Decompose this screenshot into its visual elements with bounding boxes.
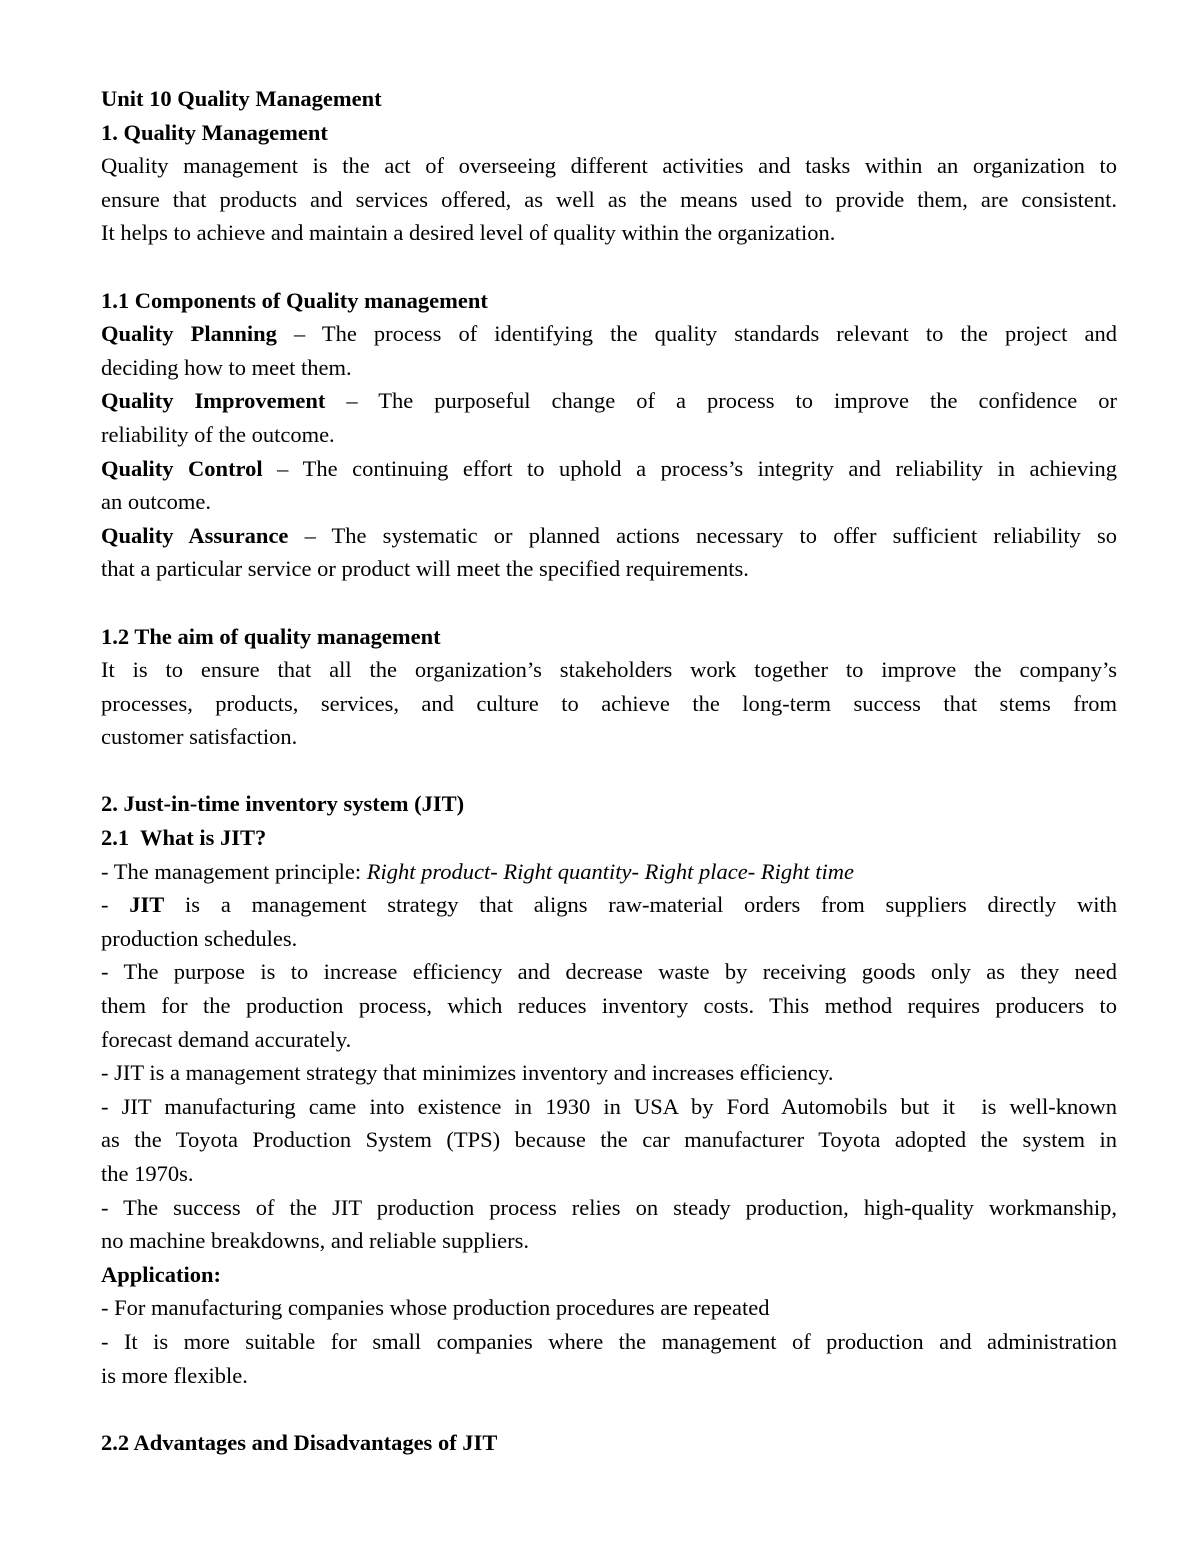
jit-purpose-line: them for the production process, which reduces inventory costs. This method requires producers to — [101, 993, 1117, 1019]
quality-improvement-line: Quality Improvement – The purposeful change of a process to improve the confidence or — [101, 388, 1118, 414]
quality-control-line-2: an outcome. — [101, 489, 211, 515]
section-1-text-line: Quality management is the act of overseeing different activities and tasks within an organization to — [101, 153, 1117, 179]
application-heading: Application: — [101, 1261, 222, 1287]
jit-term: JIT — [129, 892, 165, 918]
section-1-2-text-line: processes, products, services, and culture to achieve the long-term success that stems from — [101, 690, 1117, 716]
quality-improvement-line-2: reliability of the outcome. — [101, 421, 335, 447]
section-1-1-heading: 1.1 Components of Quality management — [101, 287, 488, 313]
jit-history-line: the 1970s. — [101, 1161, 194, 1186]
jit-success-line: - The success of the JIT production process relies on steady production, high-quality workmanship, — [101, 1194, 1117, 1220]
quality-planning-line-2: deciding how to meet them. — [101, 354, 352, 380]
application-item: is more flexible. — [101, 1362, 248, 1388]
quality-control-line: Quality Control – The continuing effort to uphold a process’s integrity and reliability in achieving — [101, 455, 1117, 481]
application-item: - For manufacturing companies whose production procedures are repeated — [101, 1295, 770, 1321]
quality-improvement-term: Quality Improvement — [101, 388, 326, 414]
jit-success-line: no machine breakdowns, and reliable suppliers. — [101, 1228, 529, 1254]
section-1-2-heading: 1.2 The aim of quality management — [101, 623, 441, 649]
jit-minimizes-line: - JIT is a management strategy that minimizes inventory and increases efficiency. — [101, 1060, 834, 1086]
section-2-heading: 2. Just-in-time inventory system (JIT) — [101, 791, 465, 817]
section-2-2-heading: 2.2 Advantages and Disadvantages of JIT — [101, 1429, 498, 1455]
unit-title: Unit 10 Quality Management — [101, 86, 382, 111]
section-1-text-line: It helps to achieve and maintain a desired level of quality within the organization. — [101, 220, 836, 246]
quality-assurance-line: Quality Assurance – The systematic or planned actions necessary to offer sufficient reliability so — [101, 522, 1117, 548]
jit-strategy-line: - JIT is a management strategy that aligns raw-material orders from suppliers directly with — [101, 892, 1117, 918]
section-2-1-heading: 2.1 What is JIT? — [101, 825, 267, 851]
jit-purpose-line: forecast demand accurately. — [101, 1026, 352, 1052]
quality-planning-term: Quality Planning — [101, 321, 277, 347]
jit-history-line: as the Toyota Production System (TPS) because the car manufacturer Toyota adopted the system in — [101, 1127, 1117, 1153]
spacer — [101, 250, 1117, 284]
quality-control-term: Quality Control — [101, 455, 263, 481]
section-1-2-text-line: It is to ensure that all the organization’s stakeholders work together to improve the company’s — [101, 657, 1117, 683]
section-1-2-text-line: customer satisfaction. — [101, 724, 298, 750]
management-principle-line: - The management principle: Right product- Right quantity- Right place- Right time — [101, 858, 854, 884]
jit-strategy-line-2: production schedules. — [101, 925, 298, 951]
quality-planning-line: Quality Planning – The process of identifying the quality standards relevant to the project and — [101, 321, 1117, 347]
spacer — [101, 754, 1117, 788]
application-item: - It is more suitable for small companies where the management of production and administration — [101, 1328, 1117, 1354]
spacer — [101, 586, 1117, 620]
spacer — [101, 1392, 1117, 1426]
document-page — [101, 82, 1117, 1459]
section-1-heading: 1. Quality Management — [101, 119, 328, 145]
section-1-text-line: ensure that products and services offered, as well as the means used to provide them, are consistent. — [101, 186, 1117, 212]
jit-history-line: - JIT manufacturing came into existence in 1930 in USA by Ford Automobils but it is well-known — [101, 1093, 1117, 1119]
quality-assurance-line-2: that a particular service or product will meet the specified requirements. — [101, 556, 749, 582]
management-principle-italic: Right product- Right quantity- Right place- Right time — [366, 858, 854, 884]
quality-assurance-term: Quality Assurance — [101, 522, 289, 548]
jit-purpose-line: - The purpose is to increase efficiency and decrease waste by receiving goods only as they need — [101, 959, 1117, 985]
